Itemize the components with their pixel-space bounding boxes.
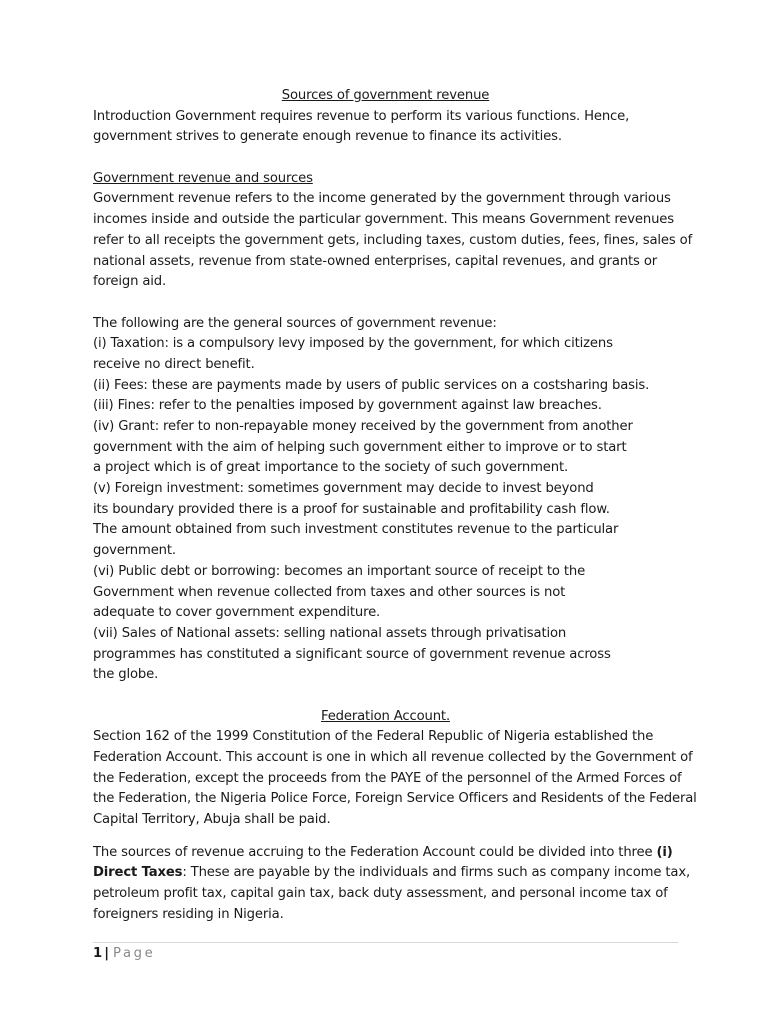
federation-sources-bold: (i): [656, 844, 673, 860]
federation-heading-line: [93, 707, 678, 728]
sources-line: (iii) Fines: refer to the penalties imposed by government against law breaches.: [93, 398, 602, 414]
sources-intro: The following are the general sources of government revenue:: [93, 315, 497, 331]
direct-taxes-text: : These are payable by the individuals and firms such as company income tax,: [182, 865, 691, 881]
paragraph-line: Government revenue refers to the income generated by the government through various: [93, 191, 671, 207]
document-body: [93, 86, 697, 926]
title-line: [93, 86, 678, 107]
page-footer: [93, 944, 155, 964]
intro-line: Introduction Government requires revenue to perform its various functions. Hence,: [93, 108, 630, 124]
paragraph-line: incomes inside and outside the particular government. This means Government revenues: [93, 212, 674, 228]
sources-line: (iv) Grant: refer to non-repayable money received by the government from another: [93, 419, 633, 434]
federation-heading: Federation Account.: [320, 708, 450, 724]
federation-sources-line: foreigners residing in Nigeria.: [93, 906, 284, 922]
spacer: [93, 831, 678, 843]
paragraph-line: Federation Account. This account is one in which all revenue collected by the Government of: [93, 750, 693, 765]
sources-line: receive no direct benefit.: [93, 356, 255, 372]
paragraph-line: Section 162 of the 1999 Constitution of the Federal Republic of Nigeria established the: [93, 729, 654, 745]
sources-line: The amount obtained from such investment constitutes revenue to the particular: [93, 522, 619, 538]
paragraph-line: the Federation, the Nigeria Police Force, Foreign Service Officers and Residents of the Federal: [93, 791, 697, 807]
sources-line: (vi) Public debt or borrowing: becomes an important source of receipt to the: [93, 563, 586, 579]
paragraph-line: Capital Territory, Abuja shall be paid.: [93, 812, 331, 828]
spacer: [93, 686, 678, 707]
page-label: Page: [113, 946, 156, 961]
intro-line: government strives to generate enough revenue to finance its activities.: [93, 129, 562, 145]
sources-line: adequate to cover government expenditure.: [93, 605, 381, 621]
federation-sources-line: [93, 863, 691, 884]
section-heading: Government revenue and sources: [93, 170, 313, 186]
page-number: 1: [93, 946, 103, 961]
paragraph-line: refer to all receipts the government gets, including taxes, custom duties, fees, fines, sales of: [93, 232, 693, 248]
federation-sources-line: petroleum profit tax, capital gain tax, back duty assessment, and personal income tax of: [93, 886, 668, 902]
paragraph-line: the Federation, except the proceeds from the PAYE of the personnel of the Armed Forces of: [93, 770, 682, 786]
sources-line: a project which is of great importance to the society of such government.: [93, 460, 569, 476]
federation-sources-text: The sources of revenue accruing to the Federation Account could be divided into three: [93, 844, 657, 860]
federation-sources-line: [93, 843, 678, 864]
section-heading-line: [93, 169, 678, 190]
sources-line: (vii) Sales of National assets: selling national assets through privatisation: [93, 625, 567, 641]
sources-line: the globe.: [93, 667, 159, 683]
sources-line: government with the aim of helping such government either to improve or to start: [93, 439, 627, 455]
sources-line: programmes has constituted a significant source of government revenue across: [93, 646, 611, 662]
footer-divider: [93, 942, 678, 943]
sources-line: (ii) Fees: these are payments made by users of public services on a costsharing basis.: [93, 377, 650, 393]
paragraph-line: national assets, revenue from state-owned enterprises, capital revenues, and grants or: [93, 253, 658, 269]
paragraph-line: foreign aid.: [93, 274, 167, 290]
spacer: [93, 293, 678, 314]
sources-line: government.: [93, 543, 176, 559]
document-title: Sources of government revenue: [281, 88, 490, 103]
sources-line: its boundary provided there is a proof for sustainable and profitability cash flow.: [93, 501, 610, 517]
spacer: [93, 148, 678, 169]
footer-separator: |: [104, 946, 110, 961]
sources-line: Government when revenue collected from taxes and other sources is not: [93, 584, 566, 600]
direct-taxes-label: Direct Taxes: [93, 865, 183, 881]
sources-line: (v) Foreign investment: sometimes government may decide to invest beyond: [93, 481, 594, 497]
sources-line: (i) Taxation: is a compulsory levy imposed by the government, for which citizens: [93, 336, 613, 352]
